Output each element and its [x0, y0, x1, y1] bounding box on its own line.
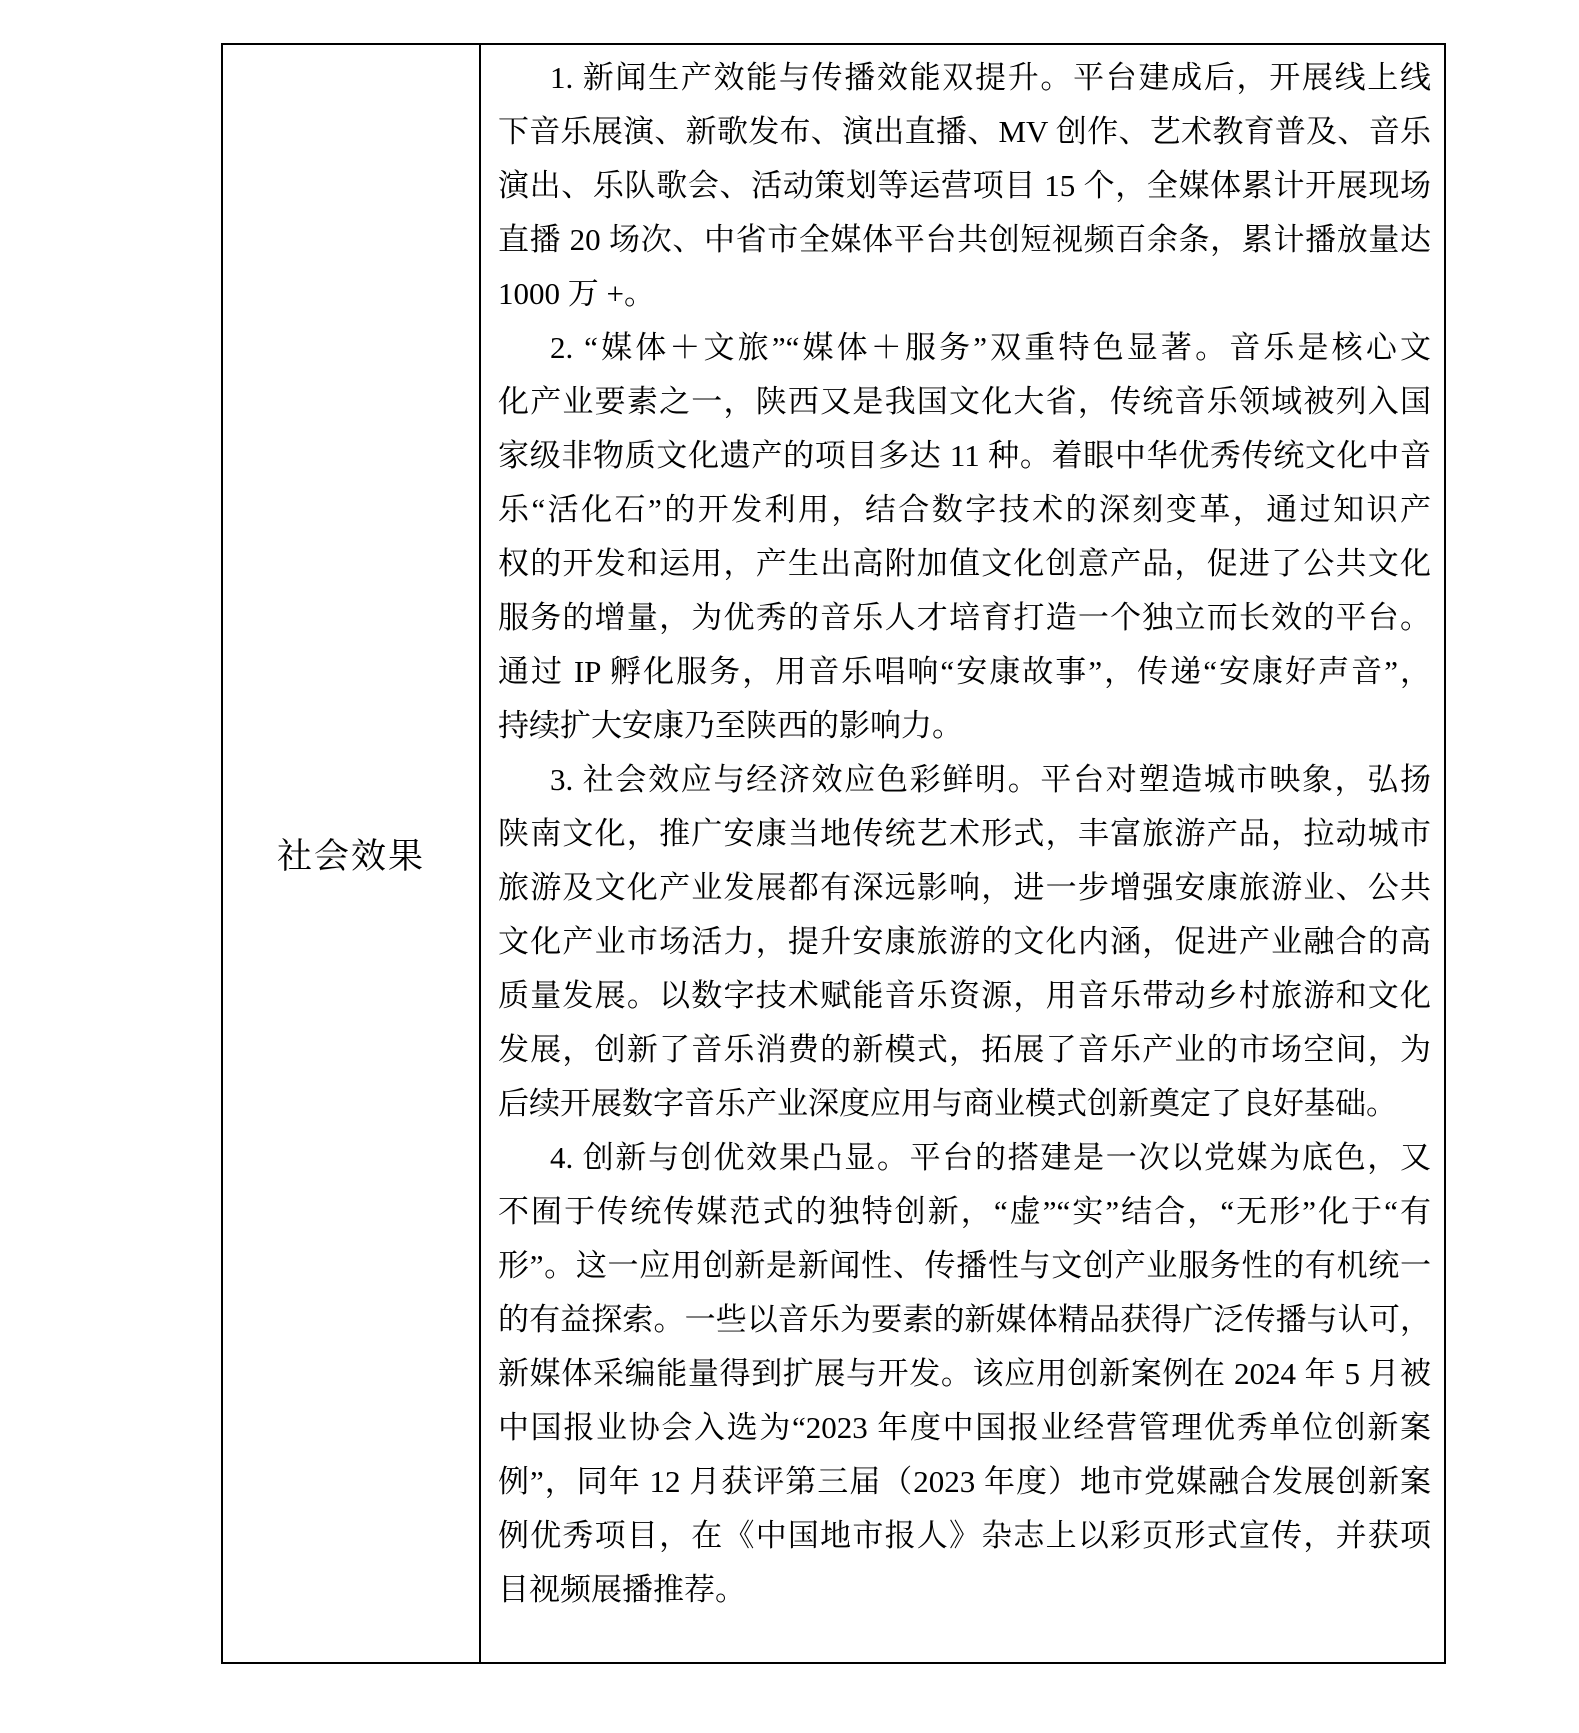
text-line: 发展，创新了音乐消费的新模式，拓展了音乐产业的市场空间，为: [498, 1032, 1431, 1067]
row-content-cell: [481, 45, 1444, 1662]
text-line: 化产业要素之一，陕西又是我国文化大省，传统音乐领域被列入国: [498, 384, 1431, 419]
text-line: 中国报业协会入选为“2023 年度中国报业经营管理优秀单位创新案: [498, 1410, 1431, 1445]
text-line: 的有益探索。一些以音乐为要素的新媒体精品获得广泛传播与认可，: [498, 1302, 1431, 1337]
row-header-label: 社会效果: [276, 836, 425, 876]
text-line: 直播 20 场次、中省市全媒体平台共创短视频百余条，累计播放量达: [498, 222, 1431, 257]
paragraph: [498, 1131, 1431, 1617]
text-line: 家级非物质文化遗产的项目多达 11 种。着眼中华优秀传统文化中音: [498, 438, 1431, 473]
text-line: 持续扩大安康乃至陕西的影响力。: [498, 708, 963, 743]
text-line: 2. “媒体＋文旅”“媒体＋服务”双重特色显著。音乐是核心文: [550, 330, 1431, 365]
text-line: 演出、乐队歌会、活动策划等运营项目 15 个，全媒体累计开展现场: [498, 168, 1431, 203]
text-line: 1. 新闻生产效能与传播效能双提升。平台建成后，开展线上线: [550, 60, 1431, 95]
text-line: 例优秀项目，在《中国地市报人》杂志上以彩页形式宣传，并获项: [498, 1518, 1431, 1553]
paragraph: [498, 51, 1431, 321]
text-line: 乐“活化石”的开发利用，结合数字技术的深刻变革，通过知识产: [498, 492, 1431, 527]
text-line: 后续开展数字音乐产业深度应用与商业模式创新奠定了良好基础。: [498, 1086, 1397, 1121]
text-line: 1000 万 +。: [498, 276, 655, 311]
text-line: 不囿于传统传媒范式的独特创新，“虚”“实”结合，“无形”化于“有: [498, 1194, 1431, 1229]
text-line: 旅游及文化产业发展都有深远影响，进一步增强安康旅游业、公共: [498, 870, 1431, 905]
paragraph: [498, 321, 1431, 753]
text-line: 3. 社会效应与经济效应色彩鲜明。平台对塑造城市映象，弘扬: [550, 762, 1431, 797]
text-line: 4. 创新与创优效果凸显。平台的搭建是一次以党媒为底色，又: [550, 1140, 1431, 1175]
paragraph: [498, 753, 1431, 1131]
text-line: 下音乐展演、新歌发布、演出直播、MV 创作、艺术教育普及、音乐: [498, 114, 1431, 149]
text-line: 权的开发和运用，产生出高附加值文化创意产品，促进了公共文化: [498, 546, 1431, 581]
text-line: 通过 IP 孵化服务，用音乐唱响“安康故事”，传递“安康好声音”，: [498, 654, 1431, 689]
text-line: 形”。这一应用创新是新闻性、传播性与文创产业服务性的有机统一: [498, 1248, 1431, 1283]
text-line: 目视频展播推荐。: [498, 1572, 746, 1607]
text-line: 文化产业市场活力，提升安康旅游的文化内涵，促进产业融合的高: [498, 924, 1431, 959]
social-effect-table-row: [221, 43, 1446, 1664]
text-line: 质量发展。以数字技术赋能音乐资源，用音乐带动乡村旅游和文化: [498, 978, 1431, 1013]
row-header-cell: [223, 45, 481, 1662]
text-line: 服务的增量，为优秀的音乐人才培育打造一个独立而长效的平台。: [498, 600, 1431, 635]
text-line: 例”，同年 12 月获评第三届（2023 年度）地市党媒融合发展创新案: [498, 1464, 1431, 1499]
text-line: 陕南文化，推广安康当地传统艺术形式，丰富旅游产品，拉动城市: [498, 816, 1431, 851]
content-paragraphs: [498, 51, 1431, 1617]
text-line: 新媒体采编能量得到扩展与开发。该应用创新案例在 2024 年 5 月被: [498, 1356, 1431, 1391]
